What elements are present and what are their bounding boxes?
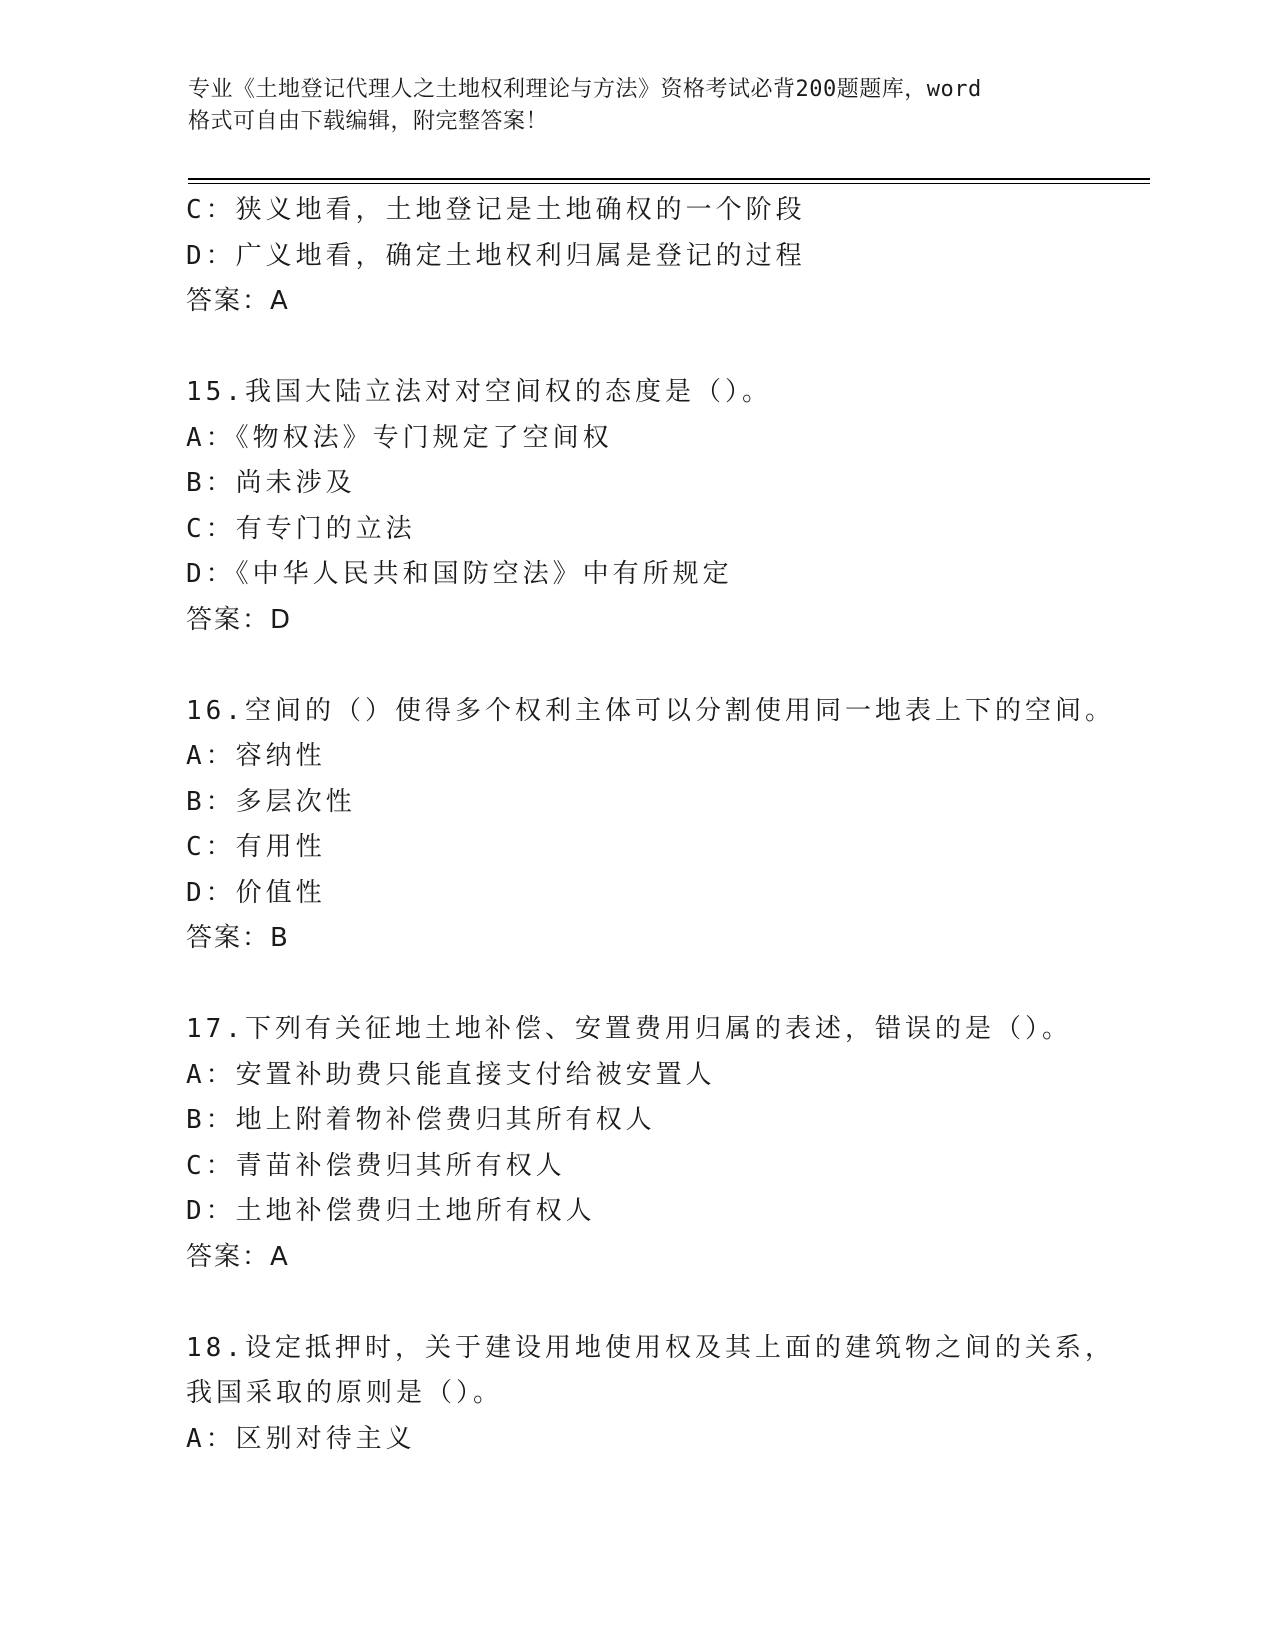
document-header: [188, 74, 1068, 138]
question-16-option-a: A：容纳性: [186, 741, 326, 771]
question-17-option-d: D：土地补偿费归土地所有权人: [186, 1196, 596, 1226]
question-17-option-c: C：青苗补偿费归其所有权人: [186, 1150, 566, 1181]
question-16-option-c: C：有用性: [186, 832, 326, 862]
header-line-2: 格式可自由下载编辑，附完整答案！: [188, 109, 549, 134]
spacer: [186, 643, 1146, 689]
question-15-answer: 答案：D: [186, 604, 293, 635]
question-16-option-b: B：多层次性: [186, 786, 356, 817]
question-18-stem-line-1: 18.设定抵押时，关于建设用地使用权及其上面的建筑物之间的关系，: [186, 1332, 1115, 1363]
header-divider-thick: [188, 178, 1150, 180]
question-15-option-d: D：《中华人民共和国防空法》中有所规定: [186, 559, 733, 589]
header-line-1: 专业《土地登记代理人之土地权利理论与方法》资格考试必背200题题库，word: [188, 77, 982, 102]
question-18-option-a: A：区别对待主义: [186, 1423, 416, 1454]
question-15-option-c: C：有专门的立法: [186, 513, 416, 544]
question-16-stem: 16.空间的（）使得多个权利主体可以分割使用同一地表上下的空间。: [186, 695, 1115, 726]
spacer: [186, 1280, 1146, 1326]
question-17-option-b: B：地上附着物补偿费归其所有权人: [186, 1105, 656, 1135]
question-15-option-b: B：尚未涉及: [186, 468, 356, 498]
question-17-answer: 答案：A: [186, 1241, 290, 1272]
prev-option-d: D：广义地看，确定土地权利归属是登记的过程: [186, 240, 806, 271]
spacer: [186, 962, 1146, 1008]
question-15-option-a: A：《物权法》专门规定了空间权: [186, 422, 613, 453]
question-16-answer: 答案：B: [186, 923, 290, 953]
question-15-stem: 15.我国大陆立法对对空间权的态度是（）。: [186, 377, 772, 407]
question-list: [186, 188, 1146, 1462]
prev-option-c: C：狭义地看，土地登记是土地确权的一个阶段: [186, 195, 806, 225]
question-18-stem-line-2: 我国采取的原则是（）。: [186, 1378, 504, 1408]
question-16-option-d: D：价值性: [186, 877, 326, 908]
prev-answer: 答案：A: [186, 286, 290, 316]
question-17-stem: 17.下列有关征地土地补偿、安置费用归属的表述，错误的是（）。: [186, 1014, 1072, 1044]
header-divider-thin: [188, 183, 1150, 184]
spacer: [186, 325, 1146, 371]
question-17-option-a: A：安置补助费只能直接支付给被安置人: [186, 1059, 716, 1090]
